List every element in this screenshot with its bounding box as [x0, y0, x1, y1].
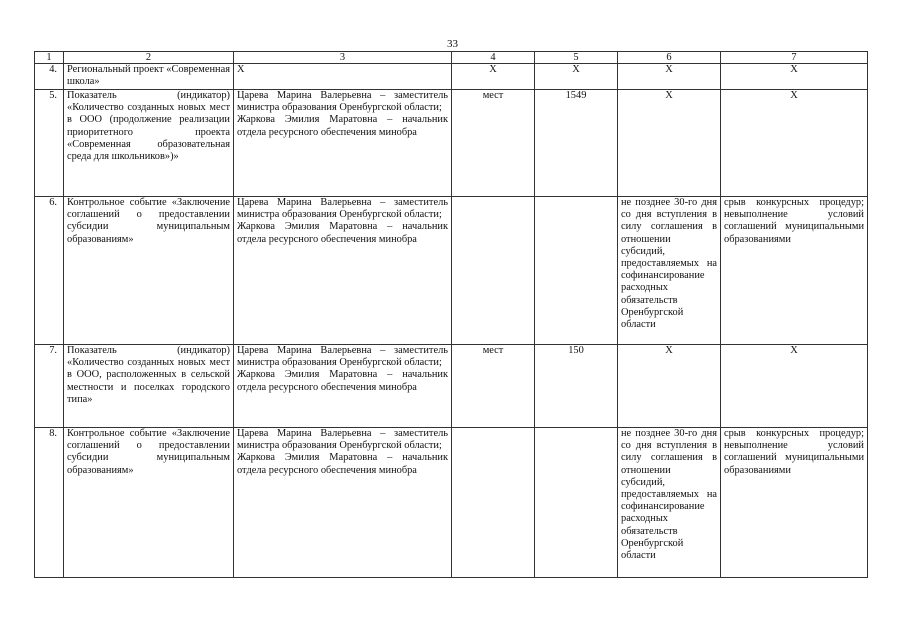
- table-row: [35, 345, 868, 428]
- target-value: 1549: [535, 90, 618, 197]
- risks: Х: [721, 64, 868, 90]
- unit: [452, 428, 535, 578]
- column-header: 3: [234, 52, 452, 64]
- row-number: 6.: [35, 197, 64, 345]
- item-name: Контрольное событие «Заключение соглашений о предоставлении субсидии муниципальным образованиям»: [64, 197, 234, 345]
- row-number: 8.: [35, 428, 64, 578]
- unit: Х: [452, 64, 535, 90]
- column-header: 1: [35, 52, 64, 64]
- item-name: Показатель (индикатор) «Количество созданных новых мест в ООО, расположенных в сельской местности и поселках городского типа»: [64, 345, 234, 428]
- row-number: 5.: [35, 90, 64, 197]
- deadline: Х: [618, 64, 721, 90]
- deadline: не позднее 30-го дня со дня вступления в силу соглашения в отношении субсидий, предоставляемых на софинансирование расходных обязательств Оренбургской области: [618, 428, 721, 578]
- risks: срыв конкурсных процедур; невыполнение условий соглашений муниципальными образованиями: [721, 428, 868, 578]
- item-name: Контрольное событие «Заключение соглашений о предоставлении субсидии муниципальным образованиям»: [64, 428, 234, 578]
- risks: Х: [721, 90, 868, 197]
- unit: [452, 197, 535, 345]
- deadline: Х: [618, 90, 721, 197]
- row-number: 4.: [35, 64, 64, 90]
- table-header-row: [35, 52, 868, 64]
- target-value: [535, 197, 618, 345]
- table-row: [35, 197, 868, 345]
- responsible: Царева Марина Валерьевна – заместитель министра образования Оренбургской области; Жаркова Эмилия Маратовна – начальник отдела ресурсного обеспечения минобра: [234, 428, 452, 578]
- risks: срыв конкурсных процедур; невыполнение условий соглашений муниципальными образованиями: [721, 197, 868, 345]
- unit: мест: [452, 90, 535, 197]
- item-name: Региональный проект «Современная школа»: [64, 64, 234, 90]
- risks: Х: [721, 345, 868, 428]
- deadline: не позднее 30-го дня со дня вступления в силу соглашения в отношении субсидий, предоставляемых на софинансирование расходных обязательств Оренбургской области: [618, 197, 721, 345]
- target-value: [535, 428, 618, 578]
- responsible: Царева Марина Валерьевна – заместитель министра образования Оренбургской области; Жаркова Эмилия Маратовна – начальник отдела ресурсного обеспечения минобра: [234, 345, 452, 428]
- responsible: Х: [234, 64, 452, 90]
- column-header: 2: [64, 52, 234, 64]
- column-header: 4: [452, 52, 535, 64]
- column-header: 5: [535, 52, 618, 64]
- row-number: 7.: [35, 345, 64, 428]
- responsible: Царева Марина Валерьевна – заместитель министра образования Оренбургской области; Жаркова Эмилия Маратовна – начальник отдела ресурсного обеспечения минобра: [234, 197, 452, 345]
- target-value: Х: [535, 64, 618, 90]
- table-row: [35, 90, 868, 197]
- plan-table: [34, 51, 868, 578]
- unit: мест: [452, 345, 535, 428]
- column-header: 6: [618, 52, 721, 64]
- deadline: Х: [618, 345, 721, 428]
- target-value: 150: [535, 345, 618, 428]
- table-row: [35, 428, 868, 578]
- responsible: Царева Марина Валерьевна – заместитель министра образования Оренбургской области; Жаркова Эмилия Маратовна – начальник отдела ресурсного обеспечения минобра: [234, 90, 452, 197]
- table-row: [35, 64, 868, 90]
- item-name: Показатель (индикатор) «Количество созданных новых мест в ООО (продолжение реализации приоритетного проекта «Современная образовательная среда для школьников»)»: [64, 90, 234, 197]
- page-number: 33: [447, 38, 458, 50]
- column-header: 7: [721, 52, 868, 64]
